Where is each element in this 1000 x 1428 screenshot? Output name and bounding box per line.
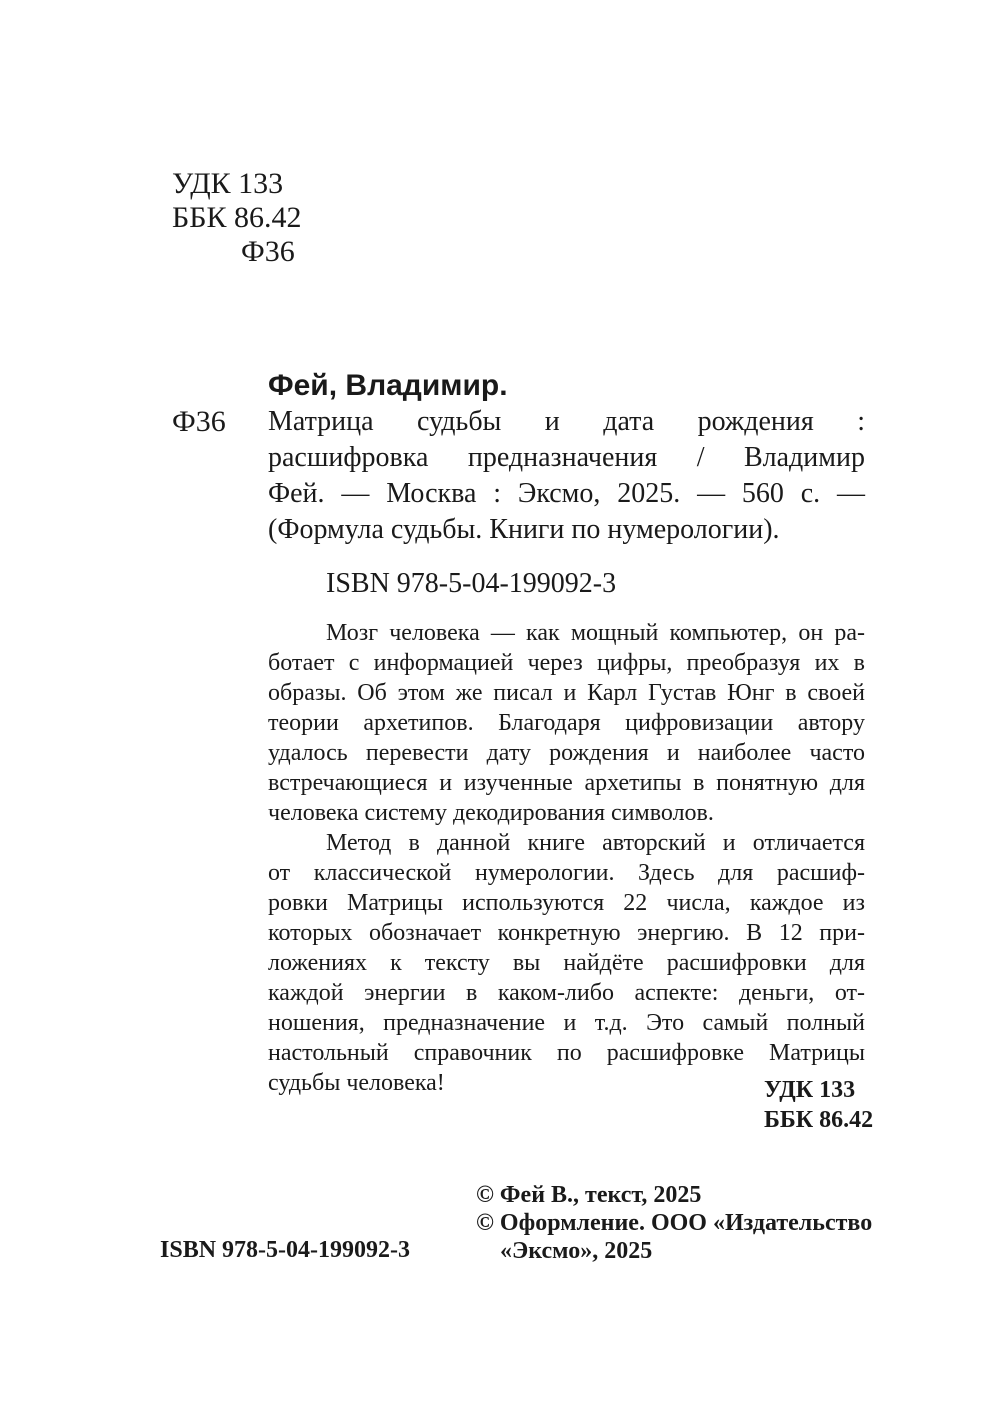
annotation-line: удалось перевести дату рождения и наиболее часто: [268, 740, 865, 766]
annotation-line: ботает с информацией через цифры, преобразуя их в: [268, 650, 865, 676]
author-sign-margin: Ф36: [172, 405, 226, 438]
annotation-line: которых обозначает конкретную энергию. В 12 при-: [268, 920, 865, 946]
author-heading: Фей, Владимир.: [268, 369, 508, 402]
annotation-line: ровки Матрицы используются 22 числа, каждое из: [268, 890, 865, 916]
annotation-line: судьбы человека!: [268, 1070, 445, 1096]
annotation-line: ложениях к тексту вы найдёте расшифровки для: [268, 950, 865, 976]
annotation-line: Мозг человека — как мощный компьютер, он ра-: [326, 620, 865, 646]
annotation-line: Метод в данной книге авторский и отличается: [326, 830, 865, 856]
bbk-code-bottom: ББК 86.42: [764, 1107, 874, 1133]
record-isbn: ISBN 978-5-04-199092-3: [326, 568, 617, 599]
author-sign-code: Ф36: [241, 235, 295, 268]
description-line: Фей. — Москва : Эксмо, 2025. — 560 с. —: [268, 478, 865, 509]
annotation-line: каждой энергии в каком-либо аспекте: деньги, от-: [268, 980, 865, 1006]
description-line: расшифровка предназначения / Владимир: [268, 442, 865, 473]
footer-isbn: ISBN 978-5-04-199092-3: [160, 1237, 410, 1263]
copyright-design-cont: «Эксмо», 2025: [500, 1238, 653, 1264]
bbk-code: ББК 86.42: [172, 201, 302, 234]
udk-code: УДК 133: [172, 167, 284, 200]
annotation-line: встречающиеся и изученные архетипы в понятную для: [268, 770, 865, 796]
description-line: Матрица судьбы и дата рождения :: [268, 406, 865, 437]
annotation-line: настольный справочник по расшифровке Матрицы: [268, 1040, 865, 1066]
copyright-design: © Оформление. ООО «Издательство: [476, 1210, 873, 1236]
udk-code-bottom: УДК 133: [764, 1077, 856, 1103]
annotation-line: ношения, предназначение и т.д. Это самый полный: [268, 1010, 865, 1036]
annotation-line: образы. Об этом же писал и Карл Густав Юнг в своей: [268, 680, 865, 706]
annotation-line: теории архетипов. Благодаря цифровизации автору: [268, 710, 865, 736]
copyright-text: © Фей В., текст, 2025: [476, 1182, 702, 1208]
annotation-line: человека систему декодирования символов.: [268, 800, 714, 826]
annotation-line: от классической нумерологии. Здесь для расшиф-: [268, 860, 865, 886]
description-line: (Формула судьбы. Книги по нумерологии).: [268, 514, 780, 545]
